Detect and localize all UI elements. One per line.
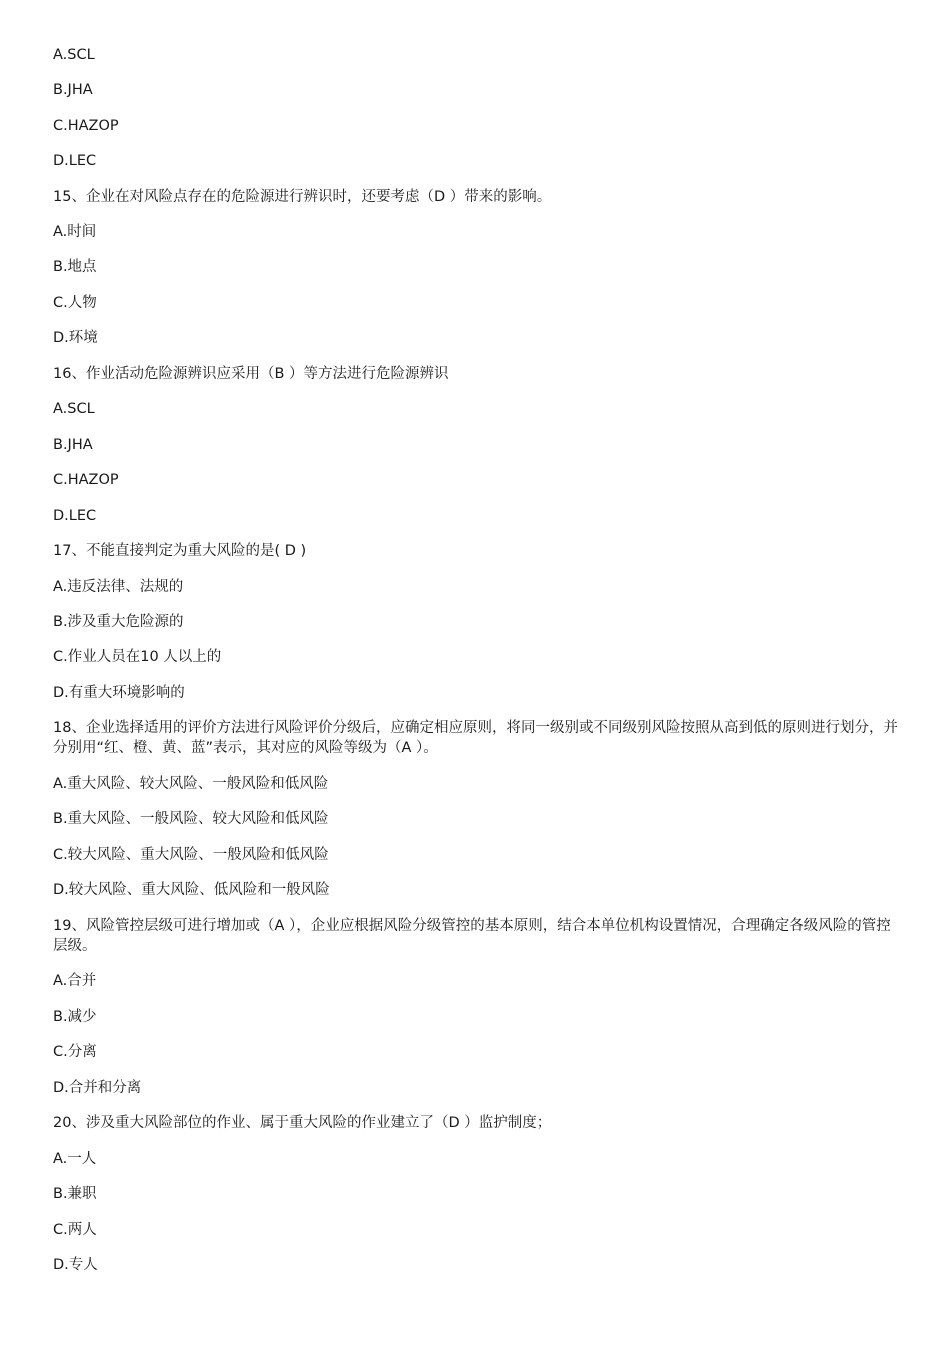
option-line: A.SCL bbox=[53, 47, 95, 63]
option-line: C.两人 bbox=[53, 1222, 97, 1238]
option-line: B.地点 bbox=[53, 259, 97, 275]
option-line: D.LEC bbox=[53, 153, 97, 169]
option-line: B.兼职 bbox=[53, 1186, 97, 1202]
option-line: A.合并 bbox=[53, 973, 97, 989]
option-line: B.重大风险、一般风险、较大风险和低风险 bbox=[53, 811, 329, 827]
option-line: C.分离 bbox=[53, 1044, 97, 1060]
option-line: A.SCL bbox=[53, 401, 95, 417]
question-18: 18、企业选择适用的评价方法进行风险评价分级后，应确定相应原则，将同一级别或不同级别风险按照从高到低的原则进行划分，并分别用“红、橙、黄、蓝”表示，其对应的风险等级为（A ）。 bbox=[53, 720, 898, 756]
option-line: B.JHA bbox=[53, 437, 93, 453]
option-line: A.重大风险、较大风险、一般风险和低风险 bbox=[53, 776, 329, 792]
question-15: 15、企业在对风险点存在的危险源进行辨识时，还要考虑（D ）带来的影响。 bbox=[53, 189, 552, 205]
option-line: D.合并和分离 bbox=[53, 1080, 142, 1096]
option-line: C.作业人员在10 人以上的 bbox=[53, 649, 222, 665]
question-16: 16、作业活动危险源辨识应采用（B ）等方法进行危险源辨识 bbox=[53, 366, 449, 382]
option-line: B.减少 bbox=[53, 1009, 97, 1025]
option-line: B.JHA bbox=[53, 82, 93, 98]
option-line: D.较大风险、重大风险、低风险和一般风险 bbox=[53, 882, 330, 898]
option-line: D.LEC bbox=[53, 508, 97, 524]
option-line: D.环境 bbox=[53, 330, 98, 346]
option-line: A.时间 bbox=[53, 224, 97, 240]
question-19: 19、风险管控层级可进行增加或（A ），企业应根据风险分级管控的基本原则，结合本单位机构设置情况，合理确定各级风险的管控层级。 bbox=[53, 918, 891, 954]
option-line: A.违反法律、法规的 bbox=[53, 579, 184, 595]
question-17: 17、不能直接判定为重大风险的是( D ) bbox=[53, 543, 307, 559]
option-line: C.较大风险、重大风险、一般风险和低风险 bbox=[53, 847, 329, 863]
question-20: 20、涉及重大风险部位的作业、属于重大风险的作业建立了（D ）监护制度； bbox=[53, 1115, 552, 1131]
option-line: D.专人 bbox=[53, 1257, 98, 1273]
option-line: D.有重大环境影响的 bbox=[53, 685, 185, 701]
option-line: C.人物 bbox=[53, 295, 97, 311]
option-line: C.HAZOP bbox=[53, 118, 119, 134]
option-line: C.HAZOP bbox=[53, 472, 119, 488]
option-line: B.涉及重大危险源的 bbox=[53, 614, 184, 630]
option-line: A.一人 bbox=[53, 1151, 97, 1167]
